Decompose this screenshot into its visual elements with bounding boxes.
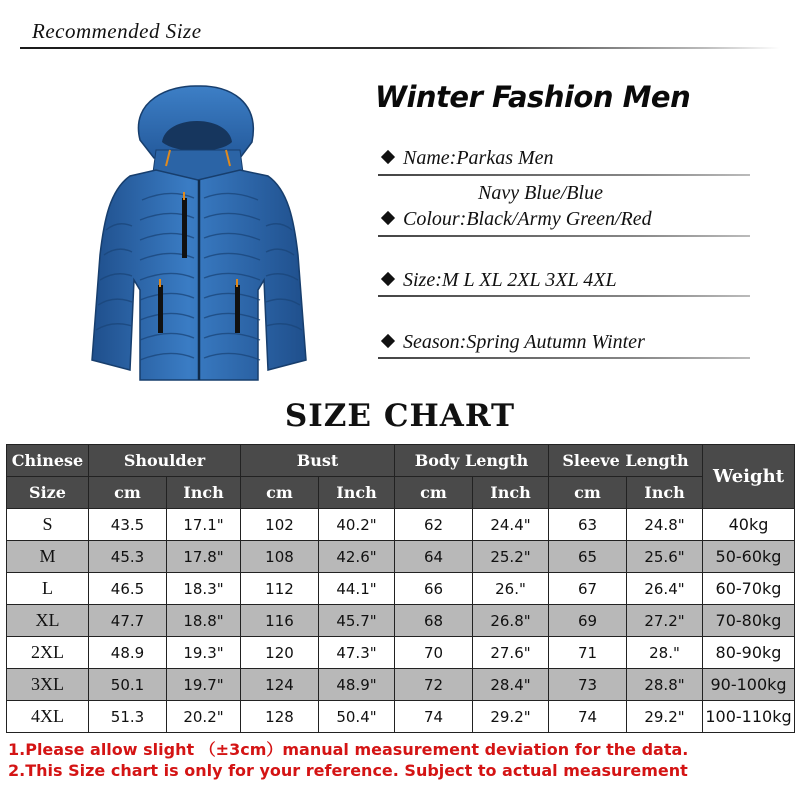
shoulder-inch-cell: 19.7": [167, 669, 241, 701]
shoulder-cm-cell: 51.3: [89, 701, 167, 733]
info-size-row: [380, 269, 750, 292]
bust-cm-cell: 128: [241, 701, 319, 733]
shoulder-inch-cell: 17.1": [167, 509, 241, 541]
bust-inch-cell: 47.3": [319, 637, 395, 669]
bust-inch-cell: 42.6": [319, 541, 395, 573]
size-cell: XL: [7, 605, 89, 637]
reference-note: 2.This Size chart is only for your reference. Subject to actual measurement: [8, 761, 688, 780]
weight-cell: 70-80kg: [703, 605, 795, 637]
bust-cm-cell: 124: [241, 669, 319, 701]
info-divider: [378, 295, 750, 297]
bust-cm-cell: 120: [241, 637, 319, 669]
info-colour-row: [380, 208, 750, 231]
weight-cell: 80-90kg: [703, 637, 795, 669]
shoulder-cm-cell: 47.7: [89, 605, 167, 637]
bust-inch-cell: 40.2": [319, 509, 395, 541]
sleeve-length-inch-cell: 27.2": [627, 605, 703, 637]
bust-cm-cell: 112: [241, 573, 319, 605]
table-row: [7, 509, 795, 541]
body-length-inch-cell: 26.8": [473, 605, 549, 637]
size-cell: S: [7, 509, 89, 541]
size-cell: M: [7, 541, 89, 573]
info-divider: [378, 174, 750, 176]
shoulder-inch-cell: 18.8": [167, 605, 241, 637]
body-length-inch-cell: 25.2": [473, 541, 549, 573]
shoulder-cm-cell: 48.9: [89, 637, 167, 669]
header-row-units: [7, 477, 795, 509]
shoulder-cm-cell: 46.5: [89, 573, 167, 605]
info-season-row: [380, 331, 750, 354]
sleeve-length-cm-cell: 74: [549, 701, 627, 733]
bust-cm-cell: 116: [241, 605, 319, 637]
body-length-inch-cell: 24.4": [473, 509, 549, 541]
header-sleeve-length: Sleeve Length: [549, 445, 703, 477]
header-unit-inch: Inch: [319, 477, 395, 509]
sleeve-length-inch-cell: 24.8": [627, 509, 703, 541]
shoulder-inch-cell: 17.8": [167, 541, 241, 573]
size-cell: 4XL: [7, 701, 89, 733]
sleeve-length-inch-cell: 26.4": [627, 573, 703, 605]
weight-cell: 50-60kg: [703, 541, 795, 573]
measurement-note: 1.Please allow slight （±3cm）manual measurement deviation for the data.: [8, 740, 689, 759]
bust-inch-cell: 44.1": [319, 573, 395, 605]
header-unit-inch: Inch: [473, 477, 549, 509]
diamond-bullet-icon: [381, 334, 395, 348]
table-row: [7, 701, 795, 733]
bust-inch-cell: 45.7": [319, 605, 395, 637]
header-unit-cm: cm: [89, 477, 167, 509]
info-name-row: [380, 147, 750, 170]
jacket-product-image: [70, 80, 320, 385]
size-cell: L: [7, 573, 89, 605]
weight-cell: 100-110kg: [703, 701, 795, 733]
header-bust: Bust: [241, 445, 395, 477]
table-row: [7, 573, 795, 605]
shoulder-cm-cell: 50.1: [89, 669, 167, 701]
diamond-bullet-icon: [381, 150, 395, 164]
banner-title: Recommended Size: [32, 19, 202, 43]
banner-divider: [20, 47, 780, 49]
header-shoulder: Shoulder: [89, 445, 241, 477]
sleeve-length-inch-cell: 29.2": [627, 701, 703, 733]
header-unit-inch: Inch: [627, 477, 703, 509]
sleeve-length-cm-cell: 73: [549, 669, 627, 701]
header-row-primary: [7, 445, 795, 477]
bust-inch-cell: 48.9": [319, 669, 395, 701]
table-row: [7, 605, 795, 637]
sleeve-length-cm-cell: 71: [549, 637, 627, 669]
body-length-cm-cell: 66: [395, 573, 473, 605]
sleeve-length-cm-cell: 63: [549, 509, 627, 541]
body-length-cm-cell: 62: [395, 509, 473, 541]
header-body-length: Body Length: [395, 445, 549, 477]
sleeve-length-cm-cell: 65: [549, 541, 627, 573]
shoulder-cm-cell: 43.5: [89, 509, 167, 541]
info-name: Name:Parkas Men: [403, 147, 554, 169]
body-length-cm-cell: 72: [395, 669, 473, 701]
bust-inch-cell: 50.4": [319, 701, 395, 733]
weight-cell: 90-100kg: [703, 669, 795, 701]
size-chart-table: [6, 444, 795, 733]
body-length-cm-cell: 68: [395, 605, 473, 637]
size-chart-title: SIZE CHART: [284, 398, 516, 434]
size-cell: 2XL: [7, 637, 89, 669]
header-unit-cm: cm: [241, 477, 319, 509]
body-length-inch-cell: 29.2": [473, 701, 549, 733]
header-weight: Weight: [703, 445, 795, 509]
shoulder-inch-cell: 20.2": [167, 701, 241, 733]
product-headline: Winter Fashion Men: [375, 80, 691, 114]
table-row: [7, 669, 795, 701]
size-cell: 3XL: [7, 669, 89, 701]
body-length-cm-cell: 70: [395, 637, 473, 669]
header-unit-cm: cm: [549, 477, 627, 509]
sleeve-length-cm-cell: 69: [549, 605, 627, 637]
header-size: Size: [7, 477, 89, 509]
info-divider: [378, 357, 750, 359]
body-length-cm-cell: 74: [395, 701, 473, 733]
sleeve-length-inch-cell: 25.6": [627, 541, 703, 573]
info-season: Season:Spring Autumn Winter: [403, 331, 645, 353]
info-size: Size:M L XL 2XL 3XL 4XL: [403, 269, 617, 291]
diamond-bullet-icon: [381, 272, 395, 286]
bust-cm-cell: 102: [241, 509, 319, 541]
header-chinese: Chinese: [7, 445, 89, 477]
diamond-bullet-icon: [381, 211, 395, 225]
weight-cell: 60-70kg: [703, 573, 795, 605]
header-unit-cm: cm: [395, 477, 473, 509]
weight-cell: 40kg: [703, 509, 795, 541]
table-row: [7, 541, 795, 573]
body-length-inch-cell: 27.6": [473, 637, 549, 669]
info-colour-line2: Colour:Black/Army Green/Red: [403, 208, 652, 230]
bust-cm-cell: 108: [241, 541, 319, 573]
shoulder-inch-cell: 18.3": [167, 573, 241, 605]
sleeve-length-inch-cell: 28.8": [627, 669, 703, 701]
top-banner: [0, 0, 800, 58]
table-row: [7, 637, 795, 669]
shoulder-inch-cell: 19.3": [167, 637, 241, 669]
sleeve-length-cm-cell: 67: [549, 573, 627, 605]
info-divider: [378, 235, 750, 237]
body-length-inch-cell: 26.": [473, 573, 549, 605]
sleeve-length-inch-cell: 28.": [627, 637, 703, 669]
header-unit-inch: Inch: [167, 477, 241, 509]
body-length-inch-cell: 28.4": [473, 669, 549, 701]
info-colour-line1: Navy Blue/Blue: [478, 182, 603, 204]
shoulder-cm-cell: 45.3: [89, 541, 167, 573]
body-length-cm-cell: 64: [395, 541, 473, 573]
